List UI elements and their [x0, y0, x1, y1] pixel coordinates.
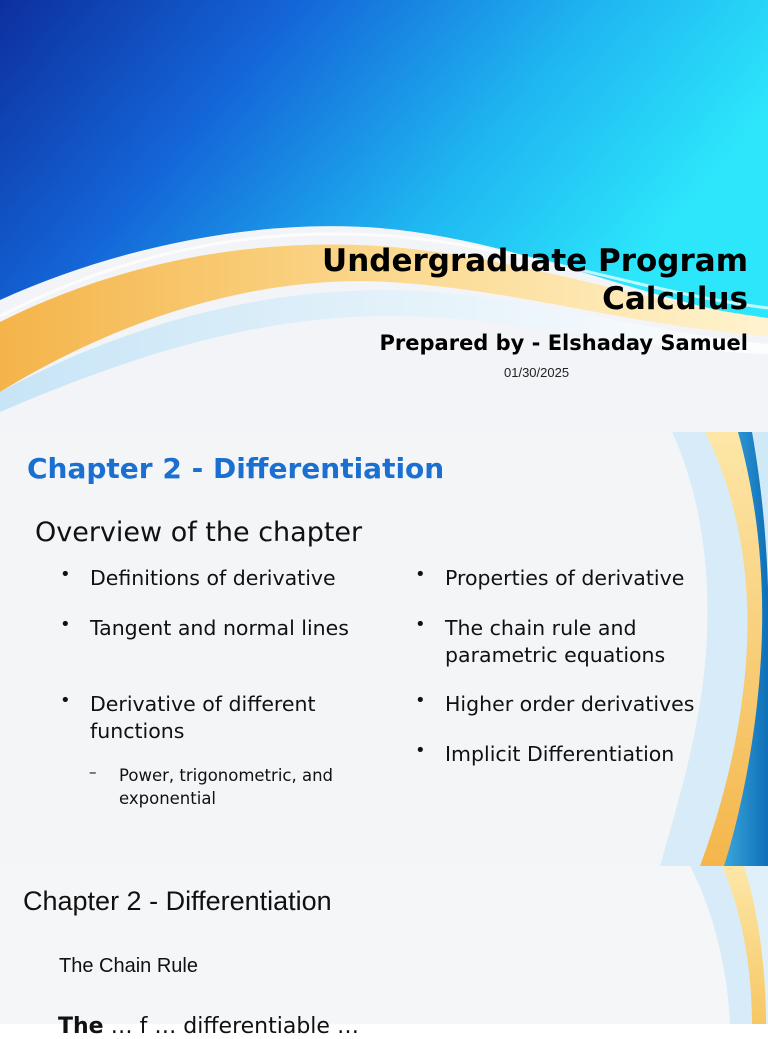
list-item-text: Higher order derivatives — [445, 692, 695, 716]
title-slide-background — [0, 0, 768, 432]
sub-list-item-text: Power, trigonometric, and exponential — [119, 766, 334, 808]
title-line-1: Undergraduate Program — [322, 243, 748, 279]
bullet-icon: • — [60, 690, 71, 711]
list-item-text: Tangent and normal lines — [90, 616, 349, 640]
list-item — [60, 564, 336, 592]
list-item — [415, 614, 745, 669]
bullet-icon: • — [415, 564, 426, 585]
list-item — [415, 740, 675, 768]
list-item-text: Derivative of different functions — [90, 692, 316, 743]
cut-off-text-bold: The — [58, 1014, 104, 1039]
list-item — [60, 690, 380, 745]
bullet-icon: • — [415, 740, 426, 761]
list-item-text: The chain rule and parametric equations — [445, 616, 666, 667]
list-item-text: Properties of derivative — [445, 566, 685, 590]
bullet-icon: • — [415, 614, 426, 635]
presentation-date: 01/30/2025 — [504, 365, 570, 380]
list-item — [60, 614, 349, 642]
cut-off-text — [58, 1014, 359, 1039]
presenter-subtitle: Prepared by - Elshaday Samuel — [379, 331, 748, 355]
list-item-text: Implicit Differentiation — [445, 742, 675, 766]
bullet-icon: • — [60, 564, 71, 585]
sub-list-item — [89, 763, 389, 810]
dash-bullet-icon: – — [89, 763, 97, 781]
bullet-icon: • — [415, 690, 426, 711]
chain-rule-slide — [0, 866, 768, 1039]
cut-off-text-rest: … f … differentiable … — [103, 1014, 359, 1039]
overview-heading: Overview of the chapter — [35, 517, 363, 548]
list-item-text: Definitions of derivative — [90, 566, 336, 590]
list-item — [415, 690, 695, 718]
list-item — [415, 564, 685, 592]
section-subheading: The Chain Rule — [59, 955, 198, 977]
presentation-title — [148, 242, 748, 318]
chapter-heading: Chapter 2 - Differentiation — [27, 452, 445, 485]
overview-slide — [0, 432, 768, 866]
chapter-heading: Chapter 2 - Differentiation — [23, 886, 332, 916]
title-slide — [0, 0, 768, 432]
title-line-2: Calculus — [602, 281, 748, 317]
bullet-icon: • — [60, 614, 71, 635]
